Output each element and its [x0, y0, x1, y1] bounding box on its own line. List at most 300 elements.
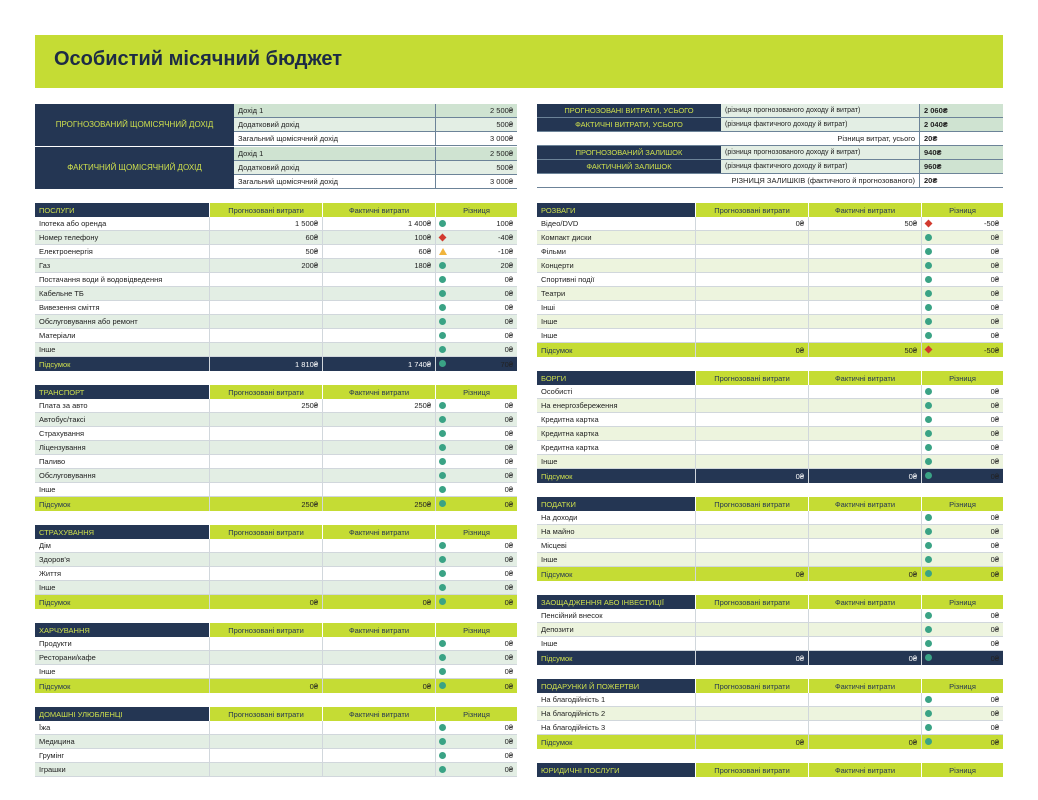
item-actual	[808, 693, 921, 706]
item-diff: 0₴	[435, 735, 517, 748]
column-actual: Фактичні витрати	[322, 203, 435, 217]
status-ok-icon	[925, 402, 932, 409]
status-ok-icon	[925, 234, 932, 241]
total-diff: 0₴	[435, 595, 517, 609]
projected-income-label: ПРОГНОЗОВАНИЙ ЩОМІСЯЧНИЙ ДОХІД	[35, 104, 234, 146]
item-name: На майно	[541, 527, 575, 536]
column-planned: Прогнозовані витрати	[695, 203, 808, 217]
table-row	[537, 707, 1003, 721]
category-title: ЗАОЩАДЖЕННЯ АБО ІНВЕСТИЦІЇ	[541, 597, 664, 607]
status-ok-icon	[925, 542, 932, 549]
item-actual	[808, 399, 921, 412]
item-name: Їжа	[39, 723, 51, 732]
item-name: Інше	[541, 317, 558, 326]
income-row-value: 2 500₴	[435, 104, 517, 117]
total-actual: 0₴	[808, 735, 921, 749]
item-actual	[322, 763, 435, 776]
item-diff: 0₴	[435, 567, 517, 580]
item-planned	[695, 637, 808, 650]
category-юридичні-послуги	[537, 763, 1003, 777]
table-row	[537, 427, 1003, 441]
item-actual	[808, 329, 921, 342]
status-ok-icon	[439, 668, 446, 675]
item-name: Місцеві	[541, 541, 567, 550]
item-actual	[322, 455, 435, 468]
item-diff: 0₴	[435, 427, 517, 440]
table-row	[537, 511, 1003, 525]
item-diff: 0₴	[921, 427, 1003, 440]
item-diff: 0₴	[435, 665, 517, 678]
category-послуги	[35, 203, 517, 371]
category-total	[35, 679, 517, 693]
income-summary	[35, 104, 517, 189]
income-row-label: Дохід 1	[234, 147, 435, 160]
category-title: ДОМАШНІ УЛЮБЛЕНЦІ	[39, 709, 123, 719]
item-name: Кредитна картка	[541, 415, 599, 424]
item-planned	[209, 567, 322, 580]
item-planned	[695, 399, 808, 412]
status-ok-icon	[439, 570, 446, 577]
item-planned	[209, 749, 322, 762]
item-name: Газ	[39, 261, 51, 270]
status-ok-icon	[439, 542, 446, 549]
column-planned: Прогнозовані витрати	[209, 707, 322, 721]
item-name: Здоров'я	[39, 555, 70, 564]
column-diff: Різниця	[921, 763, 1003, 777]
item-planned	[209, 651, 322, 664]
total-actual: 50₴	[808, 343, 921, 357]
status-warning-icon	[439, 248, 447, 255]
item-diff: 0₴	[435, 469, 517, 482]
item-actual	[808, 385, 921, 398]
column-actual: Фактичні витрати	[322, 623, 435, 637]
item-name: Інше	[541, 555, 558, 564]
item-planned	[695, 693, 808, 706]
item-planned	[209, 413, 322, 426]
expense-summary	[537, 104, 1003, 189]
column-diff: Різниця	[435, 707, 517, 721]
item-planned	[209, 315, 322, 328]
actual-income-label: ФАКТИЧНИЙ ЩОМІСЯЧНИЙ ДОХІД	[35, 147, 234, 189]
item-planned	[695, 553, 808, 566]
item-planned	[695, 427, 808, 440]
summary-note: Різниця витрат, усього	[537, 132, 919, 145]
status-ok-icon	[439, 332, 446, 339]
item-name: Кабельне ТБ	[39, 289, 84, 298]
item-actual: 250₴	[322, 399, 435, 412]
status-ok-icon	[439, 640, 446, 647]
item-actual	[322, 413, 435, 426]
category-header	[35, 525, 517, 539]
item-actual	[322, 301, 435, 314]
item-name: Особисті	[541, 387, 573, 396]
item-planned	[695, 539, 808, 552]
status-ok-icon	[439, 304, 446, 311]
total-label: Підсумок	[541, 737, 573, 747]
item-name: Іпотека або оренда	[39, 219, 107, 228]
item-name: Дім	[39, 541, 51, 550]
item-name: Кредитна картка	[541, 429, 599, 438]
item-planned: 60₴	[209, 231, 322, 244]
summary-row	[537, 174, 1003, 188]
status-ok-icon	[925, 430, 932, 437]
item-planned: 200₴	[209, 259, 322, 272]
item-actual	[808, 231, 921, 244]
status-ok-icon	[925, 262, 932, 269]
table-row	[35, 721, 517, 735]
status-ok-icon	[439, 724, 446, 731]
item-name: Грумінг	[39, 751, 65, 760]
item-actual	[808, 455, 921, 468]
category-title: БОРГИ	[541, 373, 567, 383]
status-ok-icon	[925, 724, 932, 731]
status-ok-icon	[925, 304, 932, 311]
item-actual	[808, 315, 921, 328]
table-row	[537, 623, 1003, 637]
table-row	[35, 273, 517, 287]
column-diff: Різниця	[921, 203, 1003, 217]
item-name: Вивезення сміття	[39, 303, 100, 312]
status-ok-icon	[925, 276, 932, 283]
item-diff: 0₴	[435, 637, 517, 650]
total-label: Підсумок	[541, 345, 573, 355]
item-planned	[695, 525, 808, 538]
item-planned	[209, 735, 322, 748]
total-actual: 0₴	[322, 679, 435, 693]
item-name: Номер телефону	[39, 233, 99, 242]
item-actual: 100₴	[322, 231, 435, 244]
item-name: Інше	[39, 485, 56, 494]
item-actual	[322, 735, 435, 748]
column-actual: Фактичні витрати	[322, 525, 435, 539]
item-actual	[322, 651, 435, 664]
table-row	[537, 525, 1003, 539]
table-row	[537, 301, 1003, 315]
category-header	[537, 763, 1003, 777]
item-actual	[322, 273, 435, 286]
income-row-value: 3 000₴	[435, 175, 517, 188]
table-row	[35, 441, 517, 455]
item-diff: 100₴	[435, 217, 517, 230]
item-planned	[695, 623, 808, 636]
table-row	[35, 301, 517, 315]
item-actual	[808, 609, 921, 622]
status-ok-icon	[925, 654, 932, 661]
item-name: Театри	[541, 289, 566, 298]
category-total	[537, 735, 1003, 749]
table-row	[35, 469, 517, 483]
item-diff: 0₴	[921, 511, 1003, 524]
category-title: ХАРЧУВАННЯ	[39, 625, 90, 635]
item-planned	[695, 721, 808, 734]
item-actual	[808, 259, 921, 272]
item-actual	[322, 637, 435, 650]
actual-income-row	[234, 161, 517, 175]
item-actual	[322, 287, 435, 300]
item-diff: 0₴	[921, 245, 1003, 258]
summary-row	[537, 104, 1003, 118]
item-name: Депозити	[541, 625, 574, 634]
item-diff: 0₴	[435, 581, 517, 594]
total-diff: 0₴	[921, 735, 1003, 749]
category-header	[537, 203, 1003, 217]
summary-note: (різниця фактичного доходу й витрат)	[721, 160, 919, 173]
category-title: РОЗВАГИ	[541, 205, 576, 215]
table-row	[537, 609, 1003, 623]
item-planned: 0₴	[695, 217, 808, 230]
category-title: ПОДАРУНКИ Й ПОЖЕРТВИ	[541, 681, 640, 691]
status-ok-icon	[925, 738, 932, 745]
status-ok-icon	[439, 416, 446, 423]
item-diff: 0₴	[435, 273, 517, 286]
status-ok-icon	[925, 556, 932, 563]
item-diff: 0₴	[921, 539, 1003, 552]
category-податки	[537, 497, 1003, 581]
status-ok-icon	[925, 248, 932, 255]
status-ok-icon	[925, 444, 932, 451]
item-diff: 0₴	[921, 287, 1003, 300]
item-name: Страхування	[39, 429, 85, 438]
column-diff: Різниця	[921, 595, 1003, 609]
item-diff: 0₴	[435, 287, 517, 300]
total-diff: 70₴	[435, 357, 517, 371]
item-actual	[322, 469, 435, 482]
item-name: Ліцензування	[39, 443, 86, 452]
item-actual	[808, 721, 921, 734]
category-подарунки-й-пожертви	[537, 679, 1003, 749]
summary-label: ПРОГНОЗОВАНІ ВИТРАТИ, УСЬОГО	[537, 104, 721, 117]
item-name: Інші	[541, 303, 555, 312]
column-diff: Різниця	[921, 371, 1003, 385]
title-bar	[35, 35, 1003, 88]
item-planned	[209, 343, 322, 356]
income-row-label: Загальний щомісячний дохід	[234, 132, 435, 145]
item-planned	[695, 413, 808, 426]
item-name: Постачання води й водовідведення	[39, 275, 163, 284]
category-total	[35, 595, 517, 609]
item-actual: 180₴	[322, 259, 435, 272]
column-actual: Фактичні витрати	[322, 707, 435, 721]
item-actual	[808, 707, 921, 720]
status-ok-icon	[439, 654, 446, 661]
item-actual	[322, 567, 435, 580]
status-ok-icon	[439, 360, 446, 367]
table-row	[35, 217, 517, 231]
column-planned: Прогнозовані витрати	[695, 763, 808, 777]
table-row	[35, 455, 517, 469]
table-row	[537, 329, 1003, 343]
item-diff: 0₴	[921, 455, 1003, 468]
status-ok-icon	[925, 458, 932, 465]
column-diff: Різниця	[921, 497, 1003, 511]
income-row-label: Дохід 1	[234, 104, 435, 117]
table-row	[537, 413, 1003, 427]
total-actual: 0₴	[322, 595, 435, 609]
column-planned: Прогнозовані витрати	[209, 525, 322, 539]
item-actual	[808, 245, 921, 258]
total-label: Підсумок	[39, 681, 71, 691]
summary-label: ФАКТИЧНИЙ ЗАЛИШОК	[537, 160, 721, 173]
item-actual: 60₴	[322, 245, 435, 258]
item-planned	[695, 259, 808, 272]
total-actual: 250₴	[322, 497, 435, 511]
status-ok-icon	[439, 584, 446, 591]
item-diff: -50₴	[921, 217, 1003, 230]
column-diff: Різниця	[435, 525, 517, 539]
status-ok-icon	[925, 612, 932, 619]
category-header	[35, 623, 517, 637]
status-ok-icon	[439, 752, 446, 759]
item-name: Фільми	[541, 247, 566, 256]
table-row	[35, 343, 517, 357]
item-actual	[322, 581, 435, 594]
item-actual	[322, 343, 435, 356]
item-diff: 0₴	[435, 399, 517, 412]
item-actual	[322, 427, 435, 440]
total-label: Підсумок	[39, 359, 71, 369]
item-actual	[322, 483, 435, 496]
total-actual: 1 740₴	[322, 357, 435, 371]
category-title: ПОСЛУГИ	[39, 205, 75, 215]
table-row	[35, 553, 517, 567]
item-name: Інше	[39, 583, 56, 592]
table-row	[537, 693, 1003, 707]
item-planned	[209, 665, 322, 678]
total-diff: -50₴	[921, 343, 1003, 357]
table-row	[537, 553, 1003, 567]
actual-income-row	[234, 147, 517, 161]
column-diff: Різниця	[921, 679, 1003, 693]
summary-row	[537, 132, 1003, 146]
total-label: Підсумок	[39, 499, 71, 509]
category-header	[35, 203, 517, 217]
item-diff: 0₴	[921, 385, 1003, 398]
item-actual	[808, 525, 921, 538]
category-header	[537, 371, 1003, 385]
total-planned: 0₴	[695, 651, 808, 665]
status-ok-icon	[439, 472, 446, 479]
summary-note: (різниця прогнозованого доходу й витрат)	[721, 146, 919, 159]
status-ok-icon	[925, 318, 932, 325]
item-name: Автобус/таксі	[39, 415, 86, 424]
item-name: Продукти	[39, 639, 72, 648]
item-actual	[322, 665, 435, 678]
table-row	[537, 385, 1003, 399]
item-diff: 0₴	[435, 553, 517, 566]
item-actual	[322, 539, 435, 552]
status-ok-icon	[439, 598, 446, 605]
income-row-label: Загальний щомісячний дохід	[234, 175, 435, 188]
item-name: Матеріали	[39, 331, 76, 340]
item-planned	[209, 301, 322, 314]
item-actual	[808, 427, 921, 440]
table-row	[35, 413, 517, 427]
item-planned	[695, 315, 808, 328]
item-name: Інше	[541, 331, 558, 340]
category-header	[35, 707, 517, 721]
column-planned: Прогнозовані витрати	[695, 679, 808, 693]
summary-row	[537, 146, 1003, 160]
item-diff: 0₴	[435, 441, 517, 454]
table-row	[35, 287, 517, 301]
item-name: Медицина	[39, 737, 75, 746]
item-diff: 0₴	[921, 637, 1003, 650]
status-ok-icon	[439, 500, 446, 507]
table-row	[35, 483, 517, 497]
total-planned: 0₴	[209, 595, 322, 609]
summary-value: 20₴	[919, 132, 1003, 145]
item-diff: 0₴	[921, 609, 1003, 622]
category-total	[35, 497, 517, 511]
total-label: Підсумок	[39, 597, 71, 607]
item-actual	[322, 721, 435, 734]
item-planned	[695, 385, 808, 398]
table-row	[35, 749, 517, 763]
item-planned	[695, 707, 808, 720]
summary-value: 940₴	[919, 146, 1003, 159]
column-diff: Різниця	[435, 623, 517, 637]
total-diff: 0₴	[435, 679, 517, 693]
status-ok-icon	[925, 626, 932, 633]
total-planned: 0₴	[695, 567, 808, 581]
table-row	[35, 427, 517, 441]
item-name: Інше	[39, 667, 56, 676]
table-row	[537, 287, 1003, 301]
category-total	[537, 567, 1003, 581]
summary-value: 2 060₴	[919, 104, 1003, 117]
item-diff: 0₴	[921, 315, 1003, 328]
item-diff: 0₴	[921, 707, 1003, 720]
item-planned	[695, 455, 808, 468]
column-planned: Прогнозовані витрати	[695, 497, 808, 511]
item-planned	[209, 287, 322, 300]
status-ok-icon	[439, 430, 446, 437]
item-name: Електроенергія	[39, 247, 93, 256]
status-over-icon	[439, 234, 447, 242]
status-ok-icon	[439, 556, 446, 563]
item-diff: 0₴	[921, 231, 1003, 244]
total-label: Підсумок	[541, 653, 573, 663]
table-row	[35, 329, 517, 343]
item-planned: 1 500₴	[209, 217, 322, 230]
table-row	[35, 539, 517, 553]
item-planned	[695, 287, 808, 300]
item-diff: 0₴	[921, 693, 1003, 706]
table-row	[35, 259, 517, 273]
item-planned	[695, 511, 808, 524]
table-row	[537, 259, 1003, 273]
item-name: На благодійність 2	[541, 709, 606, 718]
status-ok-icon	[439, 444, 446, 451]
table-row	[537, 273, 1003, 287]
item-diff: 0₴	[921, 623, 1003, 636]
page-title: Особистий місячний бюджет	[54, 48, 343, 70]
total-diff: 0₴	[921, 567, 1003, 581]
column-planned: Прогнозовані витрати	[695, 595, 808, 609]
status-ok-icon	[925, 388, 932, 395]
item-actual	[808, 287, 921, 300]
status-ok-icon	[925, 290, 932, 297]
item-diff: 0₴	[435, 455, 517, 468]
total-diff: 0₴	[921, 469, 1003, 483]
table-row	[537, 217, 1003, 231]
status-ok-icon	[439, 262, 446, 269]
category-транспорт	[35, 385, 517, 511]
status-ok-icon	[439, 346, 446, 353]
status-ok-icon	[439, 318, 446, 325]
item-planned	[695, 231, 808, 244]
item-diff: 0₴	[435, 763, 517, 776]
